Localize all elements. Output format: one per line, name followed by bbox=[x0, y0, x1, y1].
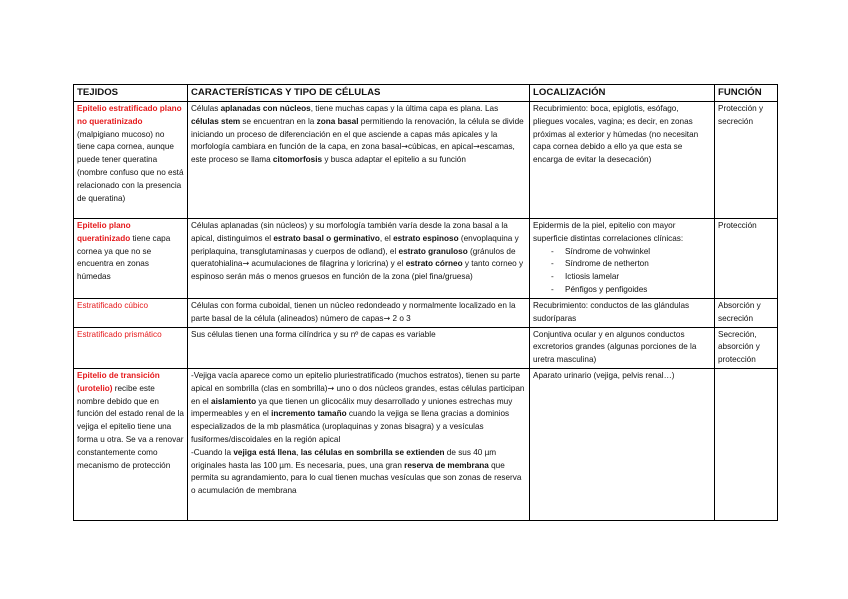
tissue-description: recibe este nombre debido que en función del estado renal de la vejiga el epitelio tiene una forma u otra. Se va a renovar constantemente como mecanismo de protección bbox=[77, 383, 184, 470]
tissue-name: Estratificado cúbico bbox=[77, 301, 148, 310]
tissue-cell bbox=[74, 219, 188, 299]
arrow-icon: → bbox=[242, 259, 250, 269]
header-funcion: FUNCIÓN bbox=[715, 85, 778, 102]
table-row bbox=[74, 327, 778, 368]
tissue-cell bbox=[74, 102, 188, 219]
function-cell: Absorción y secreción bbox=[715, 299, 778, 328]
table-row bbox=[74, 299, 778, 328]
list-item: - Pénfigos y penfigoides bbox=[551, 284, 711, 297]
header-localizacion: LOCALIZACIÓN bbox=[530, 85, 715, 102]
location-cell: Recubrimiento: boca, epiglotis, esófago, pliegues vocales, vagina; es decir, en zonas próximas al exterior y húmedas (no necesitan capa cornea debido a ello ya que esta se encarga de evitar la desecación) bbox=[530, 102, 715, 219]
arrow-icon: → bbox=[383, 313, 391, 323]
table-row bbox=[74, 368, 778, 520]
header-row bbox=[74, 85, 778, 102]
tissue-table bbox=[73, 84, 778, 521]
tissue-name: Epitelio estratificado plano no queratinizado bbox=[77, 104, 182, 126]
tissue-name: Estratificado prismático bbox=[77, 329, 162, 339]
function-cell bbox=[715, 368, 778, 520]
characteristics-cell: Células con forma cuboidal, tienen un núcleo redondeado y normalmente localizado en la parte basal de la célula (alineados) número de capas→ 2 o 3 bbox=[188, 299, 530, 328]
function-cell: Protección y secreción bbox=[715, 102, 778, 219]
characteristics-cell: Células aplanadas con núcleos, tiene muchas capas y la última capa es plana. Las células stem se encuentran en la zona basal permitiendo la renovación, la célula se divide iniciando un proceso de diferenciación en el que asciende a capas más apicales y la morfología cambiara en función de la capa, en zona basal→cúbicas, en apical→escamas, este proceso se llama citomorfosis y busca adaptar el epitelio a su función bbox=[188, 102, 530, 219]
tissue-description: tiene capa cornea ya que no se encuentra en zonas húmedas bbox=[77, 233, 171, 282]
location-cell: Recubrimiento: conductos de las glándulas sudoríparas bbox=[530, 299, 715, 328]
clinical-list bbox=[533, 246, 711, 297]
tissue-description: (malpigiano mucoso) no tiene capa cornea, aunque puede tener queratina (nombre confuso que no está relacionado con la presencia de queratina) bbox=[77, 129, 184, 203]
list-item: - Ictiosis lamelar bbox=[551, 271, 711, 284]
tissue-name: Epitelio de transición bbox=[77, 370, 160, 380]
location-cell: Aparato urinario (vejiga, pelvis renal…) bbox=[530, 368, 715, 520]
tissue-cell bbox=[74, 327, 188, 368]
header-caracteristicas: CARACTERÍSTICAS Y TIPO DE CÉLULAS bbox=[188, 85, 530, 102]
characteristics-cell: Células aplanadas (sin núcleos) y su morfología también varía desde la zona basal a la apical, distinguimos el estrato basal o germinativo, el estrato espinoso (envoplaquina y periplaquina, transglutaminasas y cuerpos de odland), el estrato granuloso (gránulos de queratohialina→ acumulaciones de filagrina y loricrina) y el estrato córneo y tanto corneo y espinoso serán más o menos gruesos en función de la zona (piel fina/gruesa) bbox=[188, 219, 530, 299]
location-intro: Epidermis de la piel, epitelio con mayor superficie distintas correlaciones clínicas: bbox=[533, 221, 684, 243]
characteristics-cell: -Vejiga vacía aparece como un epitelio pluriestratificado (muchos estratos), tienen su parte apical en sombrilla (clas en sombrilla)→ uno o dos núcleos grandes, estas células participan en el aislamiento ya que tienen un glicocálix muy desarrollado y uniones estrechas muy impermeables y en el incremento tamaño cuando la vejiga se llena gracias a dominios especializados de la mb plasmática (uroplaquinas y zonas bisagra) y a vesículas fusiformes/discoidales en la región apical -Cuando la vejiga está llena, las células en sombrilla se extienden de sus 40 µm originales hasta las 100 µm. Es necesaria, pues, una gran reserva de membrana que permita su agrandamiento, para lo cual tienen muchas vesículas que son zonas de reserva o acumulación de membrana bbox=[188, 368, 530, 520]
tissue-name: Epitelio plano queratinizado bbox=[77, 221, 131, 243]
table-row bbox=[74, 102, 778, 219]
table-row bbox=[74, 219, 778, 299]
list-item: - Síndrome de netherton bbox=[551, 258, 711, 271]
tissue-cell bbox=[74, 299, 188, 328]
location-cell bbox=[530, 219, 715, 299]
header-tejidos: TEJIDOS bbox=[74, 85, 188, 102]
function-cell: Protección bbox=[715, 219, 778, 299]
arrow-icon: → bbox=[327, 383, 335, 393]
tissue-name-alt: (urotelio) bbox=[77, 383, 113, 393]
location-cell: Conjuntiva ocular y en algunos conductos excretorios grandes (algunas porciones de la uretra masculina) bbox=[530, 327, 715, 368]
tissue-cell bbox=[74, 368, 188, 520]
arrow-icon: → bbox=[473, 142, 480, 152]
arrow-icon: → bbox=[401, 142, 408, 152]
list-item: - Síndrome de vohwinkel bbox=[551, 246, 711, 259]
function-cell: Secreción, absorción y protección bbox=[715, 327, 778, 368]
characteristics-cell: Sus células tienen una forma cilíndrica y su nº de capas es variable bbox=[188, 327, 530, 368]
